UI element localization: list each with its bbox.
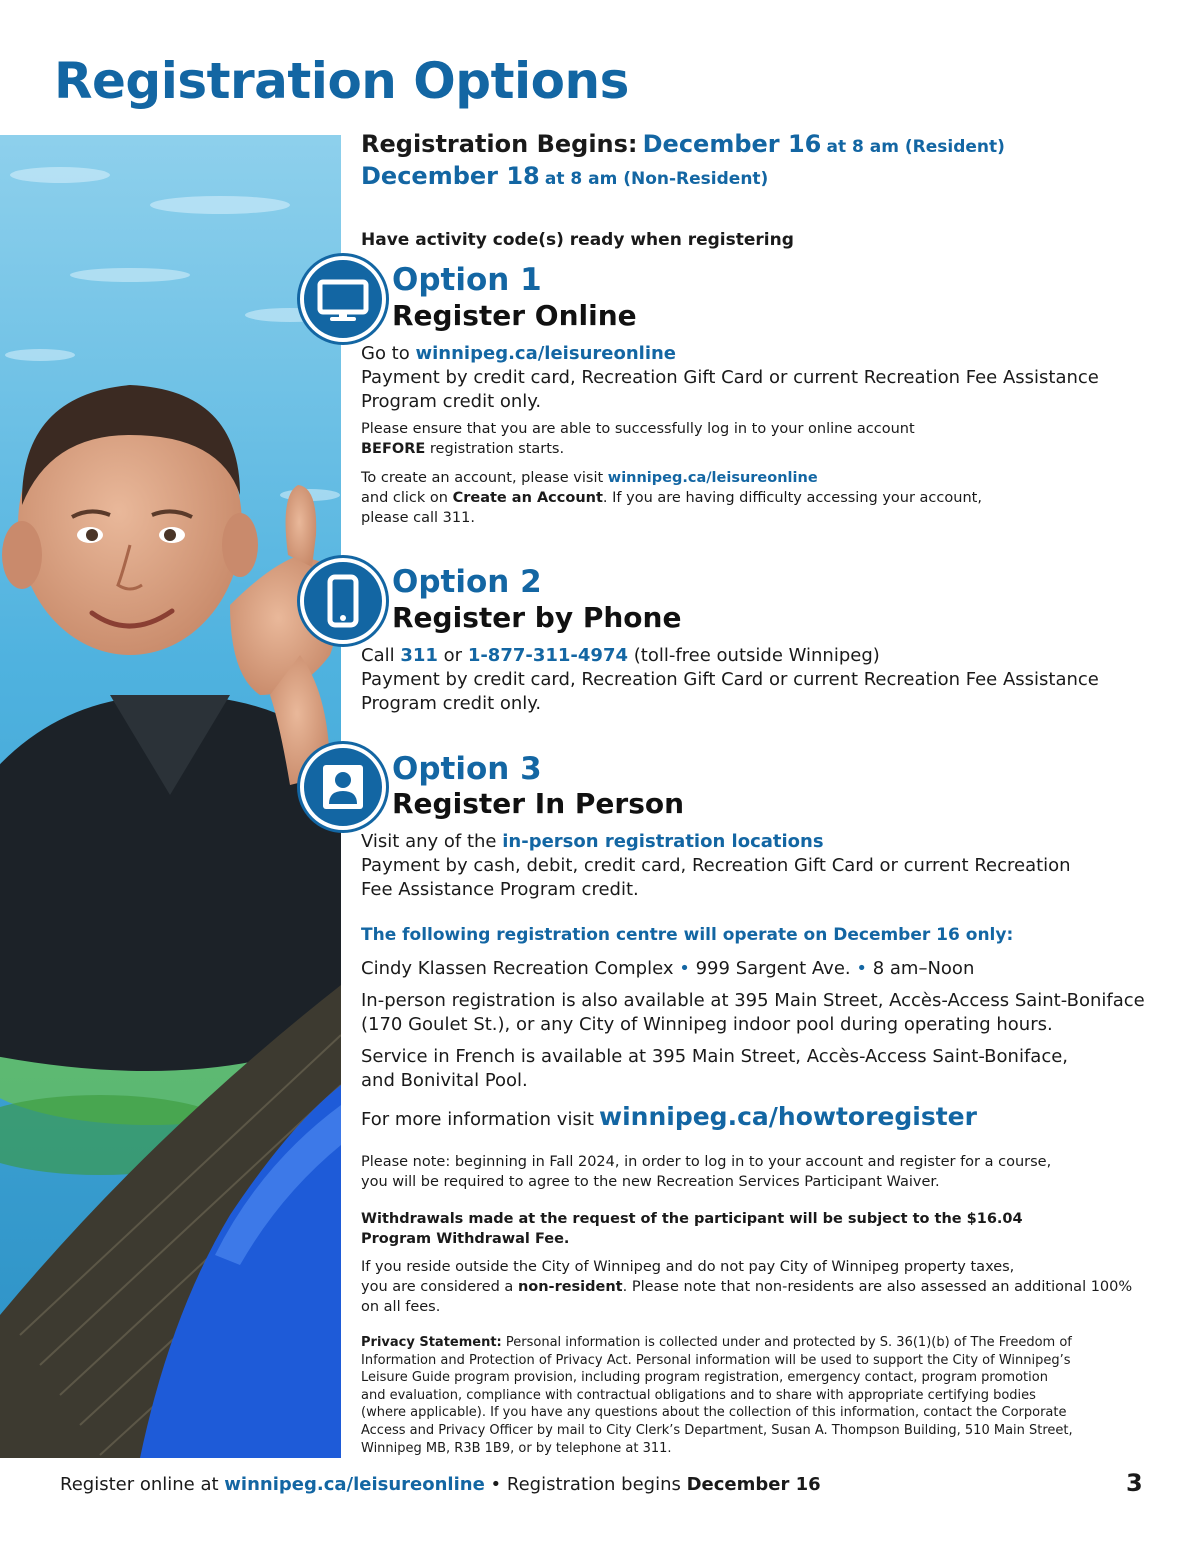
option-2-number: Option 2 <box>392 564 542 600</box>
nonresident-time: at 8 am (Non-Resident) <box>544 169 769 189</box>
privacy-line: Leisure Guide program provision, including program registration, emergency contact, program promotion <box>361 1370 1048 1386</box>
smartphone-icon <box>300 558 386 644</box>
ensure-rest: registration starts. <box>429 441 565 457</box>
privacy-line: Personal information is collected under and protected by S. 36(1)(b) of The Freedom of <box>505 1335 1072 1350</box>
monitor-icon <box>300 256 386 342</box>
footer-date: December 16 <box>686 1474 821 1495</box>
payment-line: Payment by cash, debit, credit card, Recreation Gift Card or current Recreation <box>361 855 1071 876</box>
or-label: or <box>443 645 463 666</box>
option-1-number: Option 1 <box>392 262 542 298</box>
inperson-locations-link[interactable]: in-person registration locations <box>502 831 824 852</box>
withdrawal-line: Withdrawals made at the request of the participant will be subject to the $16.04 <box>361 1211 1023 1227</box>
create-account-label: Create an Account <box>452 490 603 506</box>
privacy-line: Access and Privacy Officer by mail to City Clerk’s Department, Susan A. Thompson Building, 510 Main Street, <box>361 1422 1073 1438</box>
withdrawal-fee <box>361 1209 1023 1249</box>
option-1-create-account <box>361 468 982 528</box>
create-click: and click on <box>361 490 448 506</box>
inperson-availability <box>361 989 1145 1037</box>
note-line: you will be required to agree to the new Recreation Services Participant Waiver. <box>361 1174 940 1190</box>
howtoregister-link[interactable]: winnipeg.ca/howtoregister <box>599 1102 977 1131</box>
option-1-title: Register Online <box>392 299 637 332</box>
create-pre: To create an account, please visit <box>361 470 604 486</box>
french-service <box>361 1045 1068 1093</box>
nonres-line: If you reside outside the City of Winnipeg and do not pay City of Winnipeg property taxes, <box>361 1259 1015 1275</box>
centre-heading: The following registration centre will operate on December 16 only: <box>361 925 1014 945</box>
more-info <box>361 1102 977 1131</box>
activity-code-note: Have activity code(s) ready when registering <box>361 230 794 250</box>
privacy-line: and evaluation, compliance with contractual obligations and to share with appropriate certifying bodies <box>361 1387 1036 1403</box>
page-footer <box>60 1474 821 1495</box>
footer-pre: Register online at <box>60 1474 219 1495</box>
tollfree-phone-link[interactable]: 1-877-311-4974 <box>467 645 628 666</box>
create-account-link[interactable]: winnipeg.ca/leisureonline <box>607 470 818 486</box>
inperson-line: (170 Goulet St.), or any City of Winnipeg indoor pool during operating hours. <box>361 1014 1053 1035</box>
option-1-goto <box>361 342 676 366</box>
waiver-note <box>361 1152 1051 1192</box>
option-3-payment <box>361 854 1071 902</box>
phone-311-link[interactable]: 311 <box>400 645 438 666</box>
footer-leisureonline-link[interactable]: winnipeg.ca/leisureonline <box>224 1474 485 1495</box>
inperson-line: In-person registration is also available at 395 Main Street, Accès-Access Saint-Boniface <box>361 990 1145 1011</box>
option-2-payment <box>361 668 1099 716</box>
privacy-line: Winnipeg MB, R3B 1B9, or by telephone at 311. <box>361 1440 672 1456</box>
option-3-number: Option 3 <box>392 751 542 787</box>
more-info-label: For more information visit <box>361 1109 594 1130</box>
option-3-title: Register In Person <box>392 787 685 820</box>
registration-label: Registration Begins: <box>361 130 638 158</box>
bullet-dot: • <box>856 958 867 979</box>
payment-line: Payment by credit card, Recreation Gift Card or current Recreation Fee Assistance <box>361 669 1099 690</box>
nonresident-note <box>361 1257 1132 1317</box>
page-title: Registration Options <box>54 52 629 110</box>
bullet-dot: • <box>679 958 690 979</box>
ensure-line: Please ensure that you are able to successfully log in to your online account <box>361 421 915 437</box>
centre-details <box>361 957 974 981</box>
nonres-emphasis: non-resident <box>517 1279 623 1295</box>
payment-line: Program credit only. <box>361 391 542 412</box>
option-2-title: Register by Phone <box>392 601 682 634</box>
resident-time: at 8 am (Resident) <box>826 137 1005 157</box>
registration-begins <box>361 130 1005 194</box>
nonres-pre: you are considered a <box>361 1279 514 1295</box>
bullet-dot: • <box>490 1474 502 1495</box>
visit-label: Visit any of the <box>361 831 497 852</box>
centre-address: 999 Sargent Ave. <box>695 958 851 979</box>
payment-line: Program credit only. <box>361 693 542 714</box>
option-3-visit <box>361 830 824 854</box>
before-emphasis: BEFORE <box>361 441 426 457</box>
payment-line: Fee Assistance Program credit. <box>361 879 639 900</box>
leisureonline-link[interactable]: winnipeg.ca/leisureonline <box>415 343 677 364</box>
withdrawal-line: Program Withdrawal Fee. <box>361 1231 570 1247</box>
create-rest: . If you are having difficulty accessing your account, <box>602 490 982 506</box>
call-label: Call <box>361 645 395 666</box>
french-line: and Bonivital Pool. <box>361 1070 528 1091</box>
person-icon <box>300 744 386 830</box>
privacy-statement <box>361 1334 1073 1457</box>
resident-date: December 16 <box>642 130 822 158</box>
option-2-call <box>361 644 880 668</box>
goto-label: Go to <box>361 343 410 364</box>
privacy-label: Privacy Statement: <box>361 1335 502 1350</box>
option-1-payment <box>361 366 1099 414</box>
nonres-line: on all fees. <box>361 1299 441 1315</box>
footer-mid: Registration begins <box>506 1474 681 1495</box>
privacy-line: Information and Protection of Privacy Act. Personal information will be used to support the City of Winnipeg’s <box>361 1352 1071 1368</box>
note-line: Please note: beginning in Fall 2024, in order to log in to your account and register for a course, <box>361 1154 1052 1170</box>
centre-name: Cindy Klassen Recreation Complex <box>361 958 674 979</box>
photo-boy-in-pool <box>0 135 341 1458</box>
privacy-line: (where applicable). If you have any questions about the collection of this information, contact the Corporate <box>361 1405 1067 1421</box>
french-line: Service in French is available at 395 Main Street, Accès-Access Saint-Boniface, <box>361 1046 1069 1067</box>
option-1-ensure <box>361 419 915 459</box>
centre-hours: 8 am–Noon <box>872 958 975 979</box>
create-last: please call 311. <box>361 510 475 526</box>
payment-line: Payment by credit card, Recreation Gift Card or current Recreation Fee Assistance <box>361 367 1099 388</box>
tollfree-label: (toll-free outside Winnipeg) <box>633 645 880 666</box>
nonresident-date: December 18 <box>361 162 540 190</box>
nonres-rest: . Please note that non-residents are also assessed an additional 100% <box>622 1279 1133 1295</box>
page-number: 3 <box>1126 1469 1143 1497</box>
